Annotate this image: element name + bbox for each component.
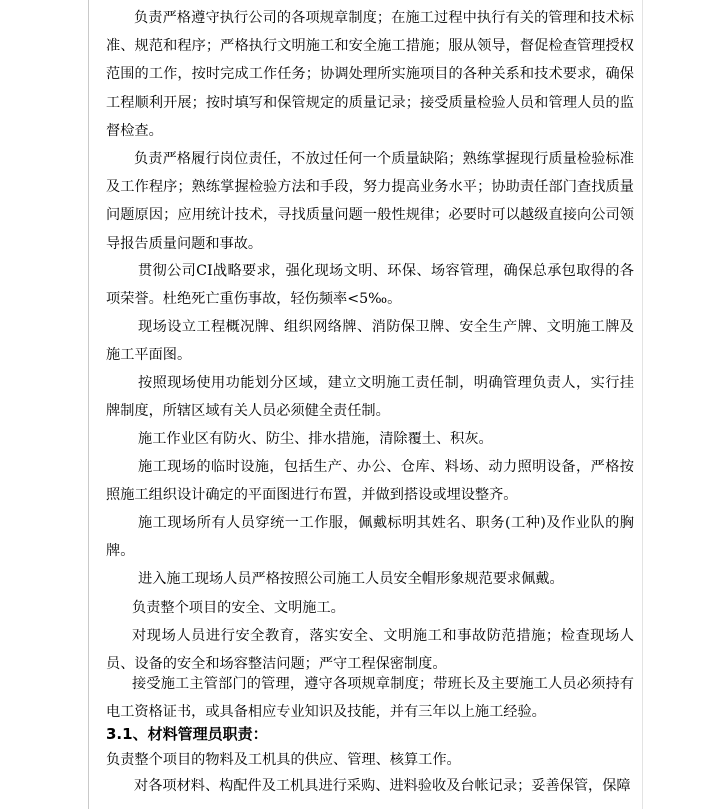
paragraph-safety-education: 对现场人员进行安全教育，落实安全、文明施工和事故防范措施；检查现场人员、设备的安全和场容整洁问题；严守工程保密制度。 (106, 628, 634, 673)
section-heading-material-manager: 3.1、材料管理员职责： (106, 725, 268, 743)
page-margin-right-rule (642, 0, 643, 809)
paragraph-temporary-facilities: 施工现场的临时设施，包括生产、办公、仓库、料场、动力照明设备，严格按照施工组织设计确定的平面图进行布置，并做到搭设或埋设整齐。 (106, 459, 634, 504)
paragraph-ci-strategy: 贯彻公司CI战略要求，强化现场文明、环保、场容管理，确保总承包取得的各项荣誉。杜绝死亡重伤事故，轻伤频率<5‰。 (106, 263, 634, 308)
paragraph-uniform-badge: 施工现场所有人员穿统一工作服，佩戴标明其姓名、职务(工种)及作业队的胸牌。 (106, 515, 634, 560)
page-margin-left-rule (88, 0, 89, 809)
paragraph-site-signboards: 现场设立工程概况牌、组织网络牌、消防保卫牌、安全生产牌、文明施工牌及施工平面图。 (106, 319, 634, 364)
paragraph-material-scope: 负责整个项目的物料及工机具的供应、管理、核算工作。 (106, 752, 461, 768)
paragraph-safety-officer-scope: 负责整个项目的安全、文明施工。 (132, 600, 345, 616)
paragraph-work-area-measures: 施工作业区有防火、防尘、排水措施，清除覆土、积灰。 (138, 431, 493, 447)
paragraph-electrician-qualification: 接受施工主管部门的管理，遵守各项规章制度；带班长及主要施工人员必须持有电工资格证书，或具备相应专业知识及技能，并有三年以上施工经验。 (106, 676, 634, 721)
paragraph-area-responsibility: 按照现场使用功能划分区域，建立文明施工责任制，明确管理负责人，实行挂牌制度，所辖区域有关人员必须健全责任制。 (106, 375, 634, 420)
paragraph-material-procurement: 对各项材料、构配件及工机具进行采购、进料验收及台帐记录；妥善保管，保障 (134, 778, 631, 794)
paragraph-inspector-duties: 负责严格履行岗位责任，不放过任何一个质量缺陷；熟练掌握现行质量检验标准及工作程序；熟练掌握检验方法和手段，努力提高业务水平；协助责任部门查找质量问题原因；应用统计技术，寻找质量问题一般性规律；必要时可以越级直接向公司领导报告质量问题和事故。 (106, 151, 634, 252)
paragraph-worker-duties: 负责严格遵守执行公司的各项规章制度；在施工过程中执行有关的管理和技术标准、规范和程序；严格执行文明施工和安全施工措施；服从领导，督促检查管理授权范围的工作，按时完成工作任务；协调处理所实施项目的各种关系和技术要求，确保工程顺利开展；按时填写和保管规定的质量记录；接受质量检验人员和管理人员的监督检查。 (106, 10, 634, 139)
paragraph-safety-helmet: 进入施工现场人员严格按照公司施工人员安全帽形象规范要求佩戴。 (138, 571, 564, 587)
